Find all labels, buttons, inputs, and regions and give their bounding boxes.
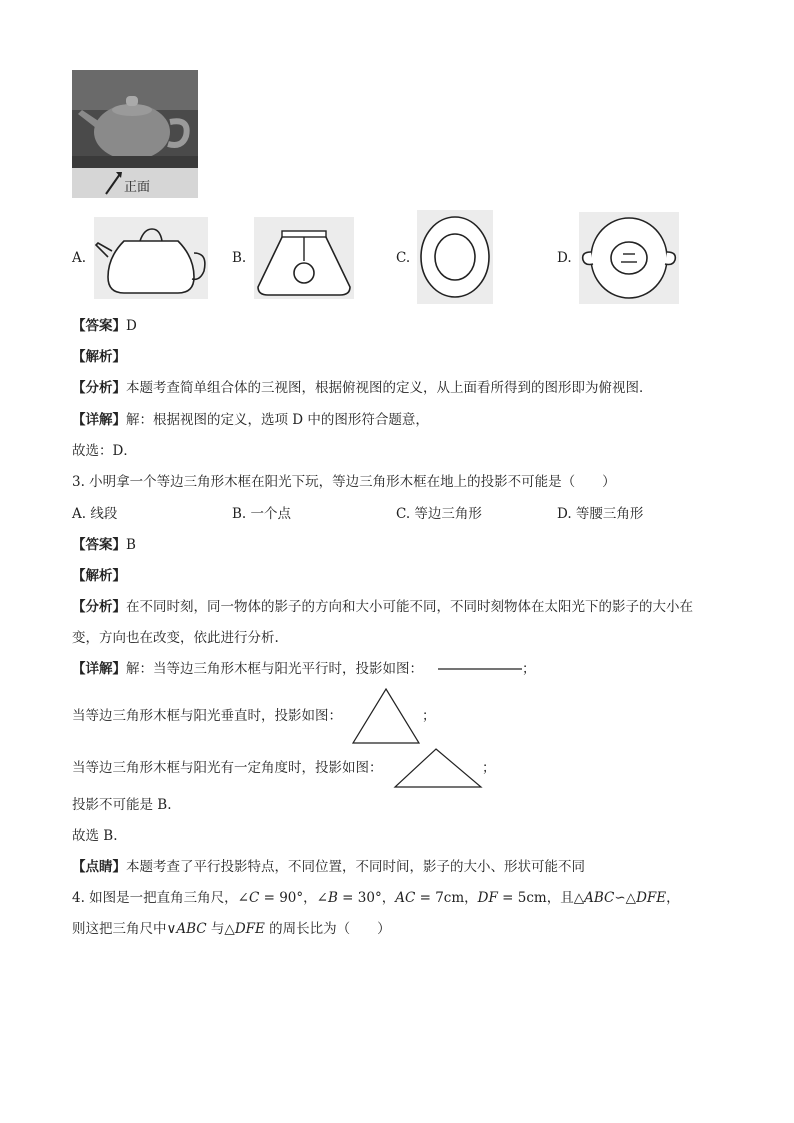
q3-choice-d[interactable]: D. 等腰三角形 — [557, 506, 644, 522]
q4-text-d: = 7cm， — [415, 890, 478, 906]
q3-choice-a[interactable]: A. 线段 — [72, 506, 118, 522]
q3-fenxi-tag: 【分析】 — [72, 599, 126, 615]
q4-triangle-sign: △ — [625, 890, 637, 906]
q4-var-ac: AC — [395, 890, 416, 906]
q4-similar-sign: ∽ — [614, 890, 626, 906]
q4-text-i: 的周长比为（ ） — [264, 921, 391, 937]
q4-var-abc: ABC — [584, 890, 615, 906]
fenxi-tag: 【分析】 — [72, 380, 126, 396]
projection-equilateral-triangle-figure — [350, 686, 422, 746]
q4-var-dfe2: DFE — [234, 921, 265, 937]
photo-caption: 正面 — [124, 180, 151, 195]
option-d-image[interactable] — [579, 212, 679, 304]
answer-tag: 【答案】 — [72, 318, 126, 334]
q3-answer-text: B — [126, 537, 136, 553]
q4-var-vabc: ∨ABC — [166, 921, 207, 937]
analysis-tag: 【解析】 — [72, 349, 126, 365]
q3-comment — [72, 857, 585, 877]
q3-detail-line1 — [72, 659, 423, 679]
q3-comment-text: 本题考查了平行投影特点，不同位置，不同时间，影子的大小、形状可能不同 — [126, 859, 585, 875]
q4-var-dfe: DFE — [636, 890, 667, 906]
q4-var-b: B — [327, 890, 338, 906]
q3-fenxi-line2: 变，方向也在改变，依此进行分析. — [72, 630, 279, 646]
option-c-label[interactable]: C. — [396, 250, 411, 266]
q3-detail-line2: 当等边三角形木框与阳光垂直时，投影如图： — [72, 708, 342, 724]
q3-conclusion: 故选 B. — [72, 828, 118, 844]
detail-text: 解：根据视图的定义，选项 D 中的图形符合题意， — [126, 412, 429, 428]
q3-detail-text1: 解：当等边三角形木框与阳光平行时，投影如图： — [126, 661, 423, 677]
option-c-image[interactable] — [417, 210, 493, 304]
q3-fenxi-text1: 在不同时刻，同一物体的影子的方向和大小可能不同，不同时刻物体在太阳光下的影子的大小在 — [126, 599, 693, 615]
projection-segment-figure — [436, 661, 526, 677]
q3-detail-tag: 【详解】 — [72, 661, 126, 677]
q4-var-df: DF — [477, 890, 498, 906]
q4-text-a: 4. 如图是一把直角三角尺，∠ — [72, 890, 249, 906]
q4-text-f: ， — [666, 890, 680, 906]
q2-detail — [72, 410, 429, 430]
q3-fenxi-line1 — [72, 597, 693, 617]
answer-text: D — [126, 318, 137, 334]
q3-not-possible: 投影不可能是 B. — [72, 797, 172, 813]
q3-stem: 3. 小明拿一个等边三角形木框在阳光下玩，等边三角形木框在地上的投影不可能是（ ） — [72, 474, 616, 490]
projection-isosceles-triangle-figure — [392, 746, 484, 790]
q4-text-c: = 30°， — [337, 890, 396, 906]
detail-tag: 【详解】 — [72, 412, 126, 428]
q4-var-c: C — [248, 890, 260, 906]
semicolon-3: ； — [482, 760, 496, 776]
q3-answer — [72, 535, 136, 555]
q4-text-e: = 5cm，且△ — [497, 890, 585, 906]
q2-fenxi — [72, 378, 653, 398]
q4-line2 — [72, 919, 391, 939]
option-d-label[interactable]: D. — [557, 250, 572, 266]
q3-detail-line3: 当等边三角形木框与阳光有一定角度时，投影如图： — [72, 760, 383, 776]
q2-analysis-tag — [72, 347, 126, 367]
fenxi-text: 本题考查简单组合体的三视图，根据俯视图的定义，从上面看所得到的图形即为俯视图． — [126, 380, 653, 396]
q4-text-b: = 90°，∠ — [259, 890, 328, 906]
option-a-label[interactable]: A. — [72, 250, 87, 266]
q3-choice-b[interactable]: B. 一个点 — [232, 506, 292, 522]
q2-conclusion: 故选：D． — [72, 443, 137, 459]
q3-comment-tag: 【点睛】 — [72, 859, 126, 875]
teapot-photo — [72, 70, 198, 198]
q4-text-h: 与△ — [206, 921, 235, 937]
semicolon-2: ； — [422, 708, 436, 724]
q2-answer — [72, 316, 137, 336]
option-a-image[interactable] — [94, 217, 208, 299]
option-b-image[interactable] — [254, 217, 354, 299]
q4-text-g: 则这把三角尺中 — [72, 921, 167, 937]
option-b-label[interactable]: B. — [232, 250, 247, 266]
q3-choice-c[interactable]: C. 等边三角形 — [396, 506, 482, 522]
q3-analysis-tag-text: 【解析】 — [72, 568, 126, 584]
q4-line1 — [72, 888, 680, 908]
q3-answer-tag: 【答案】 — [72, 537, 126, 553]
q3-analysis-tag — [72, 566, 126, 586]
semicolon-1: ； — [522, 661, 536, 677]
